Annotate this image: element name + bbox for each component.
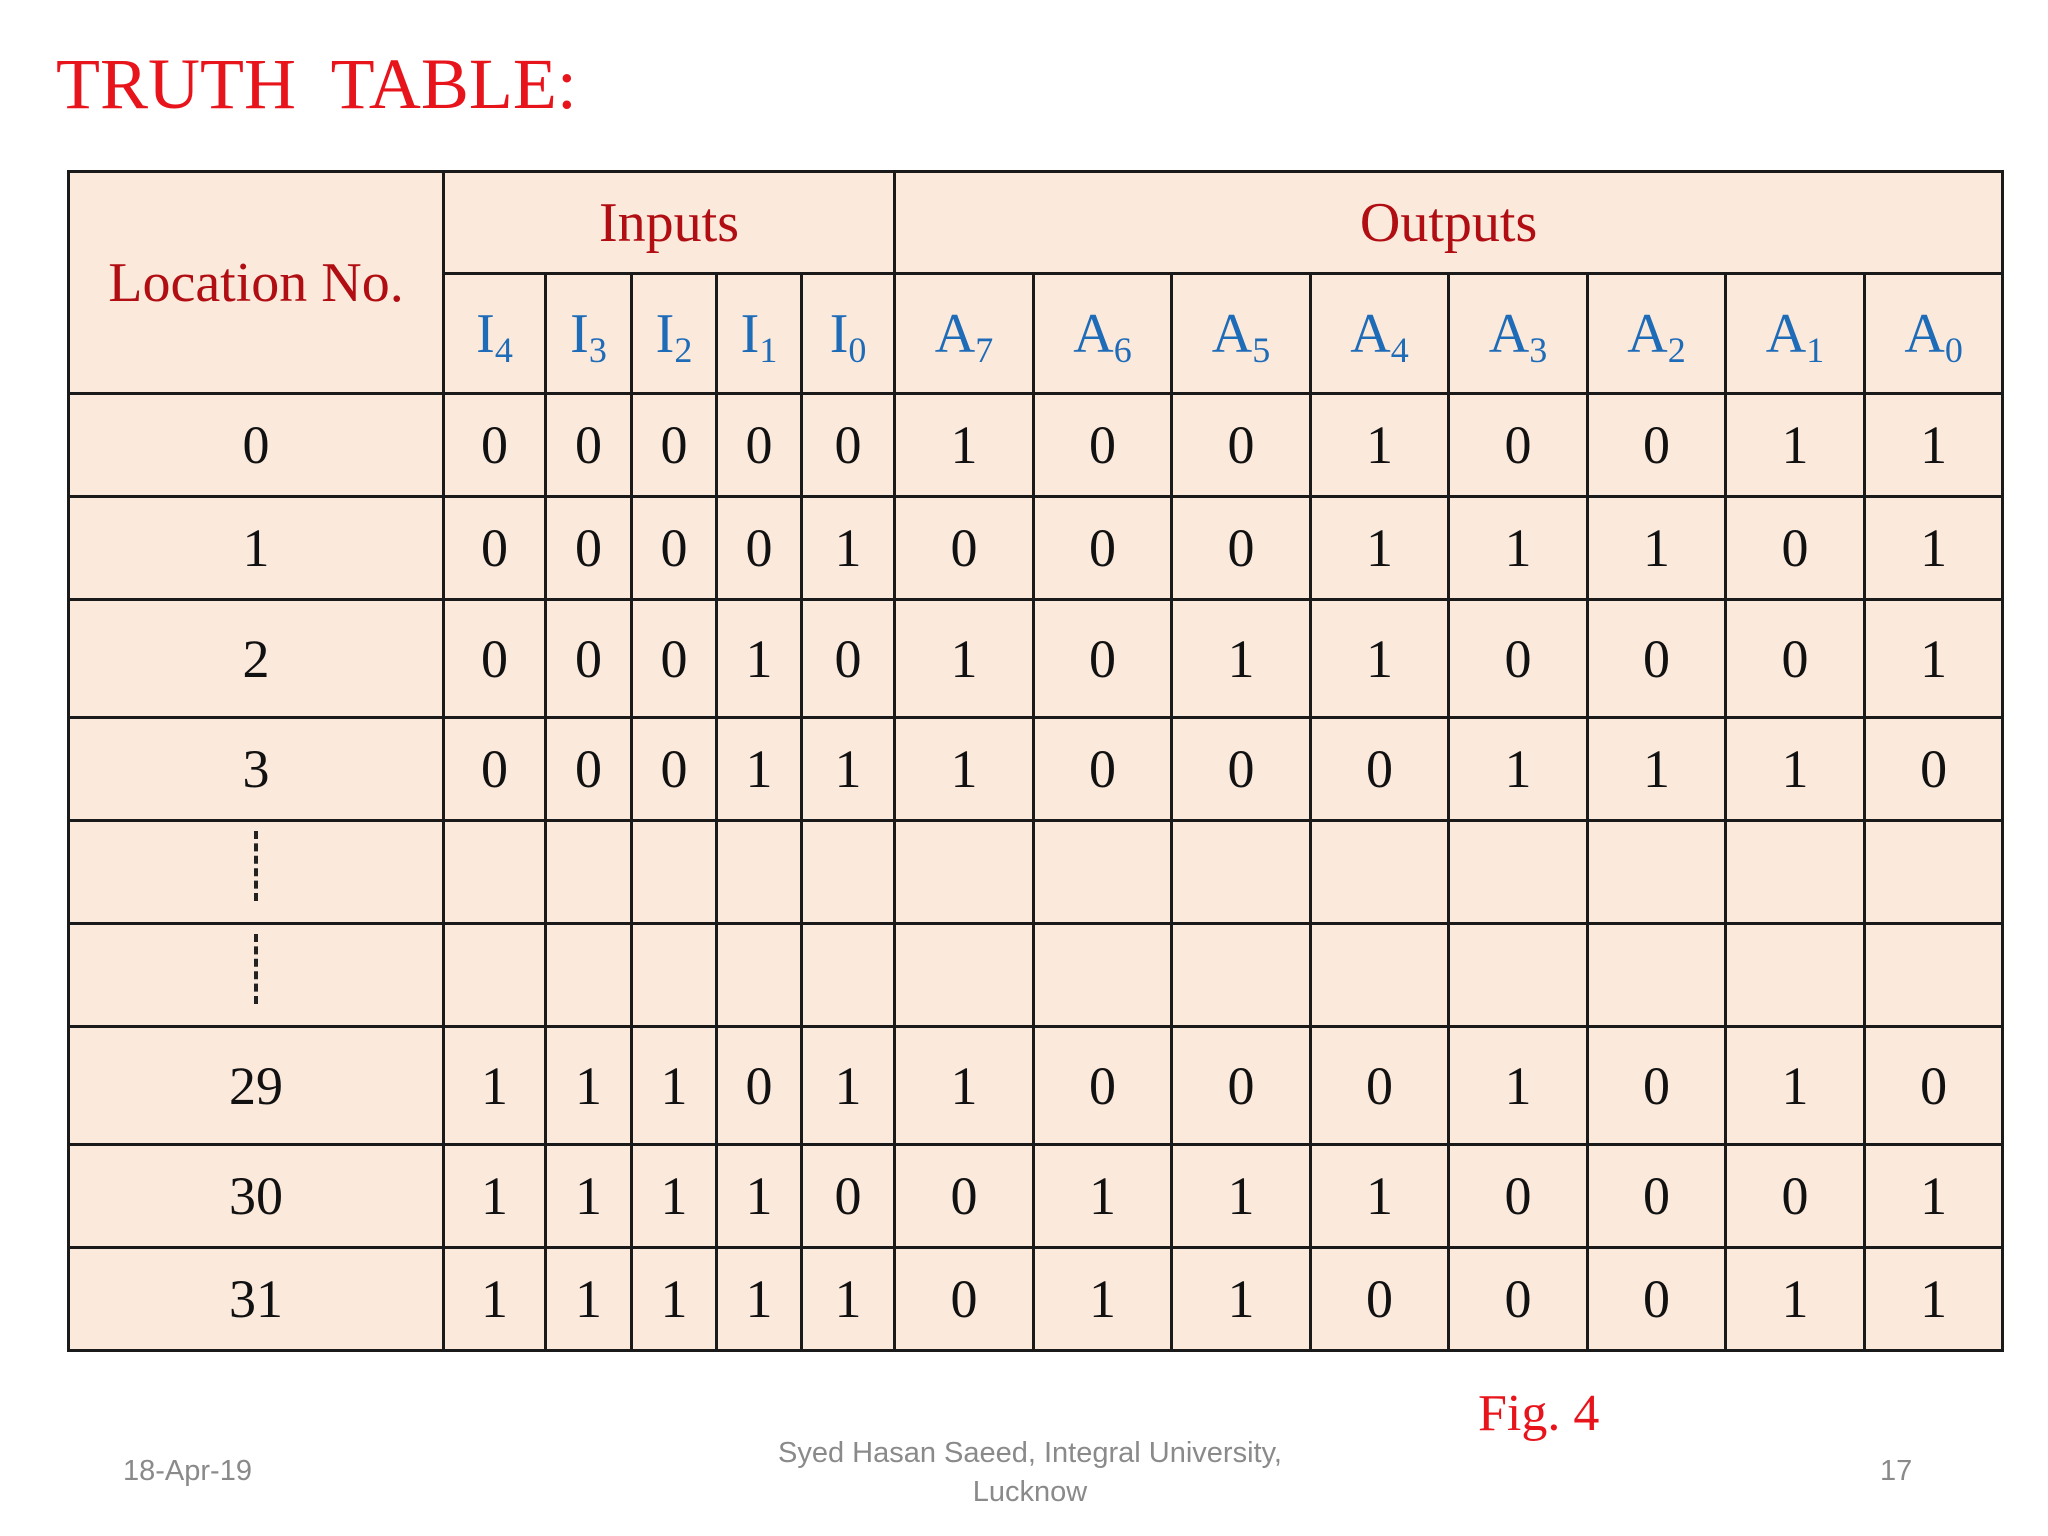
table-row (69, 1027, 2003, 1145)
input-col-header-i3 (546, 274, 632, 394)
table-row (69, 394, 2003, 497)
input-cell: 1 (632, 1145, 717, 1248)
output-cell: 1 (1034, 1248, 1172, 1351)
output-col-header-a1 (1726, 274, 1865, 394)
output-cell: 0 (1726, 497, 1865, 600)
input-col-header-i0 (802, 274, 895, 394)
output-cell: 0 (1588, 1027, 1726, 1145)
output-cell (1172, 821, 1311, 924)
col-header-subscript: 0 (1944, 329, 1963, 370)
col-header-base: I (655, 302, 675, 365)
output-cell: 0 (895, 497, 1034, 600)
output-cell (1726, 821, 1865, 924)
output-cell: 1 (1726, 718, 1865, 821)
col-header-subscript: 1 (759, 329, 778, 370)
input-cell: 0 (802, 600, 895, 718)
output-cell: 1 (1172, 1145, 1311, 1248)
output-cell: 0 (1449, 1248, 1588, 1351)
input-cell: 1 (802, 1027, 895, 1145)
footer-date: 18-Apr-19 (123, 1455, 252, 1487)
output-cell: 0 (1588, 600, 1726, 718)
col-header-base: I (829, 302, 849, 365)
output-cell: 0 (1034, 718, 1172, 821)
output-cell: 1 (1865, 600, 2003, 718)
col-header-subscript: 7 (975, 329, 994, 370)
output-cell: 0 (1588, 1248, 1726, 1351)
input-cell: 1 (546, 1027, 632, 1145)
location-cell: 1 (69, 497, 444, 600)
col-header-base: A (1211, 302, 1253, 365)
truth-table-body (69, 394, 2003, 1351)
input-cell: 0 (632, 394, 717, 497)
input-cell: 1 (802, 1248, 895, 1351)
inputs-header: Inputs (444, 172, 895, 274)
ellipsis-dashes (254, 831, 258, 901)
col-header-subscript: 0 (848, 329, 867, 370)
input-cell: 1 (717, 600, 802, 718)
output-cell (1865, 821, 2003, 924)
input-cell (802, 821, 895, 924)
col-header-subscript: 4 (494, 329, 513, 370)
output-cell (1311, 821, 1449, 924)
output-cell: 0 (1034, 394, 1172, 497)
col-header-base: I (740, 302, 760, 365)
output-cell: 1 (1726, 1027, 1865, 1145)
output-cell: 0 (1311, 718, 1449, 821)
location-cell: 31 (69, 1248, 444, 1351)
table-row (69, 600, 2003, 718)
output-cell (1726, 924, 1865, 1027)
col-header-base: I (476, 302, 495, 365)
input-cell: 0 (444, 394, 546, 497)
input-cell (632, 924, 717, 1027)
input-cell: 0 (717, 497, 802, 600)
table-row (69, 1248, 2003, 1351)
output-cell: 1 (895, 718, 1034, 821)
output-cell: 0 (1449, 394, 1588, 497)
input-cell: 1 (802, 497, 895, 600)
output-cell: 1 (1172, 600, 1311, 718)
col-header-subscript: 1 (1806, 329, 1825, 370)
output-cell: 0 (1726, 600, 1865, 718)
output-cell (895, 821, 1034, 924)
output-cell: 1 (1726, 1248, 1865, 1351)
location-cell (69, 821, 444, 924)
location-cell: 30 (69, 1145, 444, 1248)
outputs-header: Outputs (895, 172, 2003, 274)
output-col-header-a5 (1172, 274, 1311, 394)
col-header-base: A (1073, 302, 1114, 365)
output-cell: 0 (1311, 1027, 1449, 1145)
input-cell: 0 (717, 1027, 802, 1145)
table-row (69, 497, 2003, 600)
output-col-header-a2 (1588, 274, 1726, 394)
output-cell: 1 (1172, 1248, 1311, 1351)
input-cell: 0 (632, 497, 717, 600)
output-cell: 0 (1865, 1027, 2003, 1145)
output-cell: 1 (1449, 497, 1588, 600)
col-header-base: A (1904, 302, 1945, 365)
output-cell (1865, 924, 2003, 1027)
input-cell: 0 (444, 600, 546, 718)
col-header-subscript: 5 (1252, 329, 1271, 370)
output-cell (895, 924, 1034, 1027)
location-header: Location No. (69, 172, 444, 394)
output-col-header-a7 (895, 274, 1034, 394)
col-header-subscript: 3 (588, 329, 607, 370)
col-header-subscript: 2 (674, 329, 693, 370)
output-cell: 0 (1449, 600, 1588, 718)
input-col-header-i2 (632, 274, 717, 394)
ellipsis-dashes (254, 934, 258, 1004)
output-cell: 0 (1172, 1027, 1311, 1145)
output-cell: 1 (895, 394, 1034, 497)
output-cell: 1 (1034, 1145, 1172, 1248)
output-cell: 1 (1865, 1145, 2003, 1248)
output-cell: 0 (895, 1145, 1034, 1248)
input-cell: 1 (717, 1145, 802, 1248)
input-cell: 0 (546, 600, 632, 718)
input-cell: 1 (546, 1248, 632, 1351)
input-cell (632, 821, 717, 924)
input-col-header-i4 (444, 274, 546, 394)
table-row-ellipsis (69, 924, 2003, 1027)
location-cell: 29 (69, 1027, 444, 1145)
input-cell: 1 (444, 1145, 546, 1248)
location-cell (69, 924, 444, 1027)
col-header-base: A (1350, 302, 1391, 365)
input-cell: 0 (546, 394, 632, 497)
col-header-base: I (570, 302, 589, 365)
output-cell: 1 (1588, 497, 1726, 600)
col-header-base: A (1488, 302, 1530, 365)
output-cell: 1 (1588, 718, 1726, 821)
input-cell: 1 (546, 1145, 632, 1248)
output-cell: 0 (1726, 1145, 1865, 1248)
output-cell: 1 (1865, 497, 2003, 600)
output-cell: 1 (1311, 1145, 1449, 1248)
col-header-base: A (1627, 302, 1668, 365)
input-cell: 1 (444, 1027, 546, 1145)
input-cell (444, 821, 546, 924)
output-cell: 0 (1034, 600, 1172, 718)
output-cell (1172, 924, 1311, 1027)
location-cell: 2 (69, 600, 444, 718)
input-cell: 0 (802, 1145, 895, 1248)
input-cell (717, 924, 802, 1027)
input-cell: 0 (444, 718, 546, 821)
output-cell: 1 (1311, 497, 1449, 600)
output-cell: 0 (1034, 497, 1172, 600)
output-col-header-a6 (1034, 274, 1172, 394)
input-cell: 1 (632, 1248, 717, 1351)
figure-label: Fig. 4 (1478, 1385, 1600, 1442)
input-cell (546, 821, 632, 924)
input-col-header-i1 (717, 274, 802, 394)
table-row-ellipsis (69, 821, 2003, 924)
input-cell: 1 (632, 1027, 717, 1145)
output-cell: 0 (1449, 1145, 1588, 1248)
output-cell (1449, 821, 1588, 924)
output-cell: 0 (1865, 718, 2003, 821)
output-cell: 0 (1034, 1027, 1172, 1145)
output-cell: 0 (1588, 394, 1726, 497)
input-cell: 0 (802, 394, 895, 497)
input-cell: 1 (802, 718, 895, 821)
output-cell (1034, 924, 1172, 1027)
location-cell: 3 (69, 718, 444, 821)
input-cell: 1 (717, 718, 802, 821)
input-cell: 0 (444, 497, 546, 600)
truth-table (67, 170, 2004, 1352)
input-cell: 0 (546, 718, 632, 821)
col-header-subscript: 2 (1667, 329, 1686, 370)
input-cell (546, 924, 632, 1027)
col-header-subscript: 3 (1529, 329, 1548, 370)
slide-title: TRUTH TABLE: (56, 44, 577, 124)
output-cell (1588, 821, 1726, 924)
table-row (69, 1145, 2003, 1248)
output-col-header-a3 (1449, 274, 1588, 394)
output-cell: 0 (1172, 718, 1311, 821)
location-cell: 0 (69, 394, 444, 497)
output-cell: 0 (1311, 1248, 1449, 1351)
output-cell: 1 (1449, 1027, 1588, 1145)
input-cell: 0 (632, 718, 717, 821)
output-cell (1311, 924, 1449, 1027)
output-cell: 1 (1311, 394, 1449, 497)
footer-page-number: 17 (1880, 1455, 1913, 1487)
output-cell: 0 (1588, 1145, 1726, 1248)
output-cell (1588, 924, 1726, 1027)
output-cell: 1 (1311, 600, 1449, 718)
output-cell: 1 (1726, 394, 1865, 497)
input-cell: 1 (444, 1248, 546, 1351)
output-cell (1034, 821, 1172, 924)
input-cell: 0 (717, 394, 802, 497)
input-cell: 0 (546, 497, 632, 600)
col-header-base: A (1765, 302, 1807, 365)
input-cell: 1 (717, 1248, 802, 1351)
col-header-subscript: 6 (1113, 329, 1132, 370)
output-cell (1449, 924, 1588, 1027)
input-cell (802, 924, 895, 1027)
table-row (69, 718, 2003, 821)
input-cell: 0 (632, 600, 717, 718)
output-cell: 0 (895, 1248, 1034, 1351)
input-cell (444, 924, 546, 1027)
output-cell: 0 (1172, 497, 1311, 600)
output-cell: 0 (1172, 394, 1311, 497)
output-col-header-a0 (1865, 274, 2003, 394)
output-cell: 1 (895, 600, 1034, 718)
output-cell: 1 (1865, 394, 2003, 497)
output-col-header-a4 (1311, 274, 1449, 394)
footer-author: Syed Hasan Saeed, Integral University, Lucknow (777, 1437, 1282, 1509)
input-cell (717, 821, 802, 924)
output-cell: 1 (895, 1027, 1034, 1145)
col-header-base: A (934, 302, 976, 365)
output-cell: 1 (1865, 1248, 2003, 1351)
col-header-subscript: 4 (1390, 329, 1409, 370)
output-cell: 1 (1449, 718, 1588, 821)
